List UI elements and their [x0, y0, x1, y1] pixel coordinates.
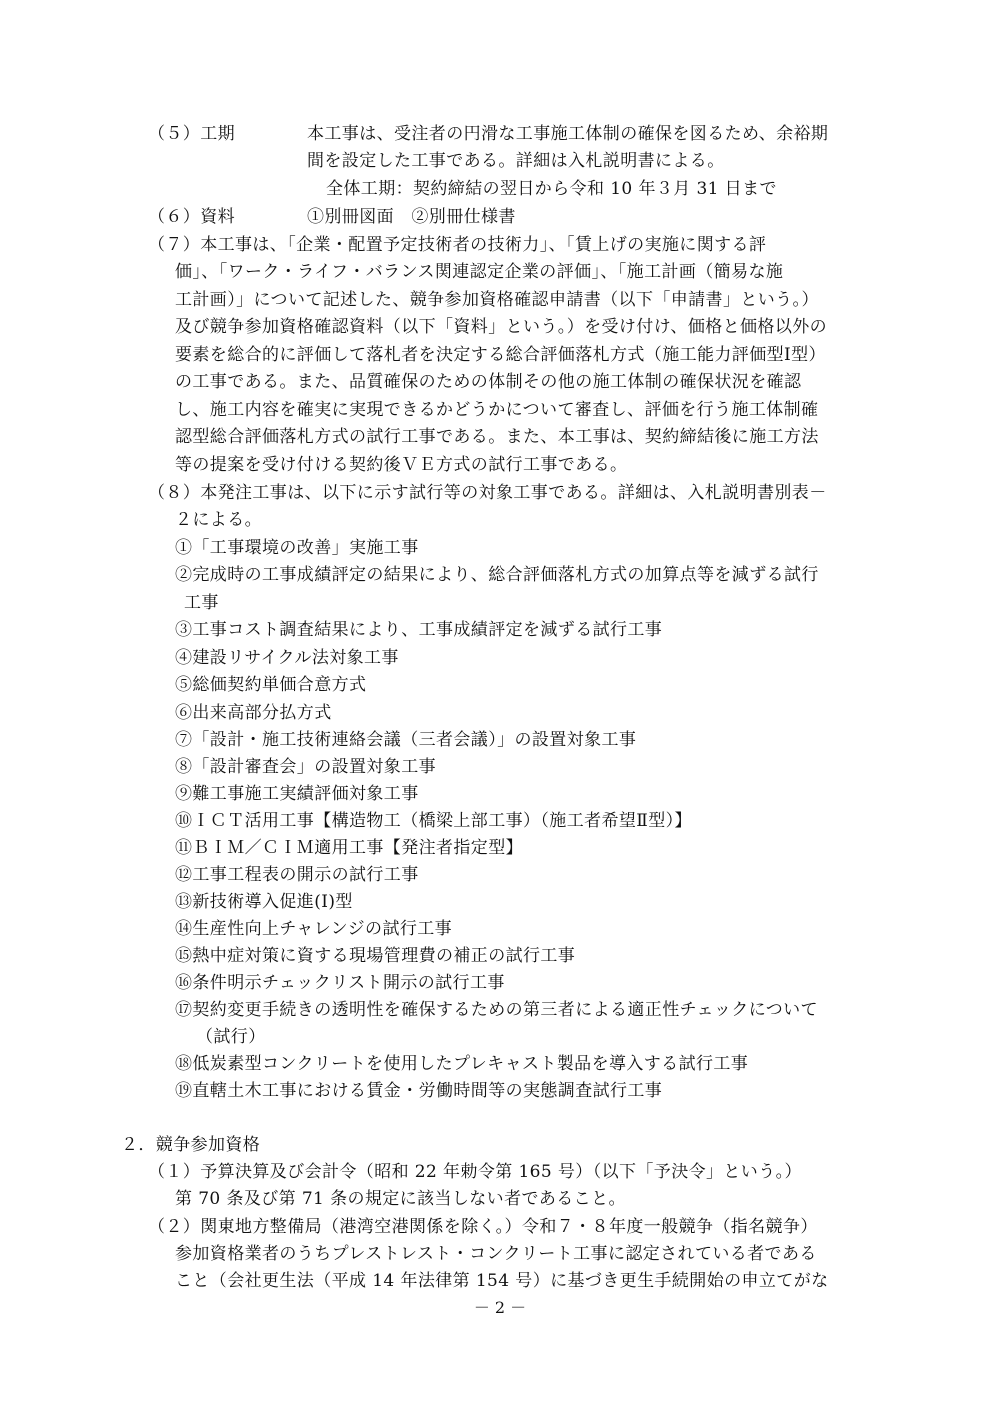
section2-item1-line: 第 70 条及び第 71 条の規定に該当しない者であること。 [175, 1189, 626, 1209]
item5-text-line2: 間を設定した工事である。詳細は入札説明書による。 [307, 151, 725, 171]
item5-text-line1: 本工事は、受注者の円滑な工事施工体制の確保を図るため、余裕期 [307, 124, 829, 144]
item7-line: 及び競争参加資格確認資料（以下「資料」という。）を受け付け、価格と価格以外の [175, 317, 828, 337]
section2-item2-line: こと（会社更生法（平成 14 年法律第 154 号）に基づき更生手続開始の申立てがな [175, 1271, 829, 1291]
list-item: ②完成時の工事成績評定の結果により、総合評価落札方式の加算点等を減ずる試行 [175, 565, 819, 585]
item7-line: 要素を総合的に評価して落札者を決定する総合評価落札方式（施工能力評価型Ⅰ型） [175, 345, 826, 365]
list-item: ⑨難工事施工実績評価対象工事 [175, 784, 419, 804]
list-item: ⑰契約変更手続きの透明性を確保するための第三者による適正性チェックについて [175, 1000, 818, 1020]
list-item-continued: （試行） [196, 1027, 266, 1047]
page-number: － 2 － [473, 1298, 527, 1317]
list-item: ⑫工事工程表の開示の試行工事 [175, 865, 419, 885]
list-item-continued: 工事 [184, 593, 219, 613]
list-item: ⑩ＩＣＴ活用工事【構造物工（橋梁上部工事）（施工者希望Ⅱ型）】 [175, 811, 692, 831]
list-item: ⑪ＢＩＭ／ＣＩＭ適用工事【発注者指定型】 [175, 838, 523, 858]
list-item: ④建設リサイクル法対象工事 [175, 648, 399, 668]
item6-text: ①別冊図面 ②別冊仕様書 [307, 207, 516, 227]
section2-item2-line: 参加資格業者のうちプレストレスト・コンクリート工事に認定されている者である [175, 1244, 817, 1264]
list-item: ⑮熱中症対策に資する現場管理費の補正の試行工事 [175, 946, 576, 966]
list-item: ③工事コスト調査結果により、工事成績評定を減ずる試行工事 [175, 620, 663, 640]
item6-label: （６）資料 [148, 207, 235, 227]
item8-line: ２による。 [175, 510, 262, 530]
section-heading: ２．競争参加資格 [121, 1135, 261, 1155]
list-item: ⑧「設計審査会」の設置対象工事 [175, 757, 436, 777]
item7-line: 工計画）」について記述した、競争参加資格確認申請書（以下「申請書」という。） [175, 290, 819, 310]
list-item: ⑬新技術導入促進(Ⅰ)型 [175, 892, 353, 912]
list-item: ⑤総価契約単価合意方式 [175, 675, 367, 695]
list-item: ⑦「設計・施工技術連絡会議（三者会議）」の設置対象工事 [175, 730, 637, 750]
list-item: ⑭生産性向上チャレンジの試行工事 [175, 919, 453, 939]
item7-line: （７）本工事は、「企業・配置予定技術者の技術力」、「賃上げの実施に関する評 [148, 235, 767, 255]
item5-text-line3: 全体工期：契約締結の翌日から令和 10 年３月 31 日まで [326, 179, 777, 199]
item5-label: （５）工期 [148, 124, 235, 144]
item7-line: の工事である。また、品質確保のための体制その他の施工体制の確保状況を確認 [175, 372, 802, 392]
list-item: ①「工事環境の改善」実施工事 [175, 538, 419, 558]
item7-line: 認型総合評価落札方式の試行工事である。また、本工事は、契約締結後に施工方法 [175, 427, 819, 447]
list-item: ⑱低炭素型コンクリートを使用したプレキャスト製品を導入する試行工事 [175, 1054, 749, 1074]
section2-item2-line: （２）関東地方整備局（港湾空港関係を除く。）令和７・８年度一般競争（指名競争） [148, 1217, 818, 1237]
item7-line: 価」、「ワーク・ライフ・バランス関連認定企業の評価」、「施工計画（簡易な施 [175, 262, 784, 282]
list-item: ⑯条件明示チェックリスト開示の試行工事 [175, 973, 505, 993]
section2-item1-line: （１）予算決算及び会計令（昭和 22 年勅令第 165 号）（以下「予決令」という。） [148, 1162, 802, 1182]
list-item: ⑲直轄土木工事における賃金・労働時間等の実態調査試行工事 [175, 1081, 663, 1101]
item8-line: （８）本発注工事は、以下に示す試行等の対象工事である。詳細は、入札説明書別表－ [148, 483, 827, 503]
item7-line: し、施工内容を確実に実現できるかどうかについて審査し、評価を行う施工体制確 [175, 400, 819, 420]
item7-line: 等の提案を受け付ける契約後ＶＥ方式の試行工事である。 [175, 455, 628, 475]
list-item: ⑥出来高部分払方式 [175, 703, 332, 723]
